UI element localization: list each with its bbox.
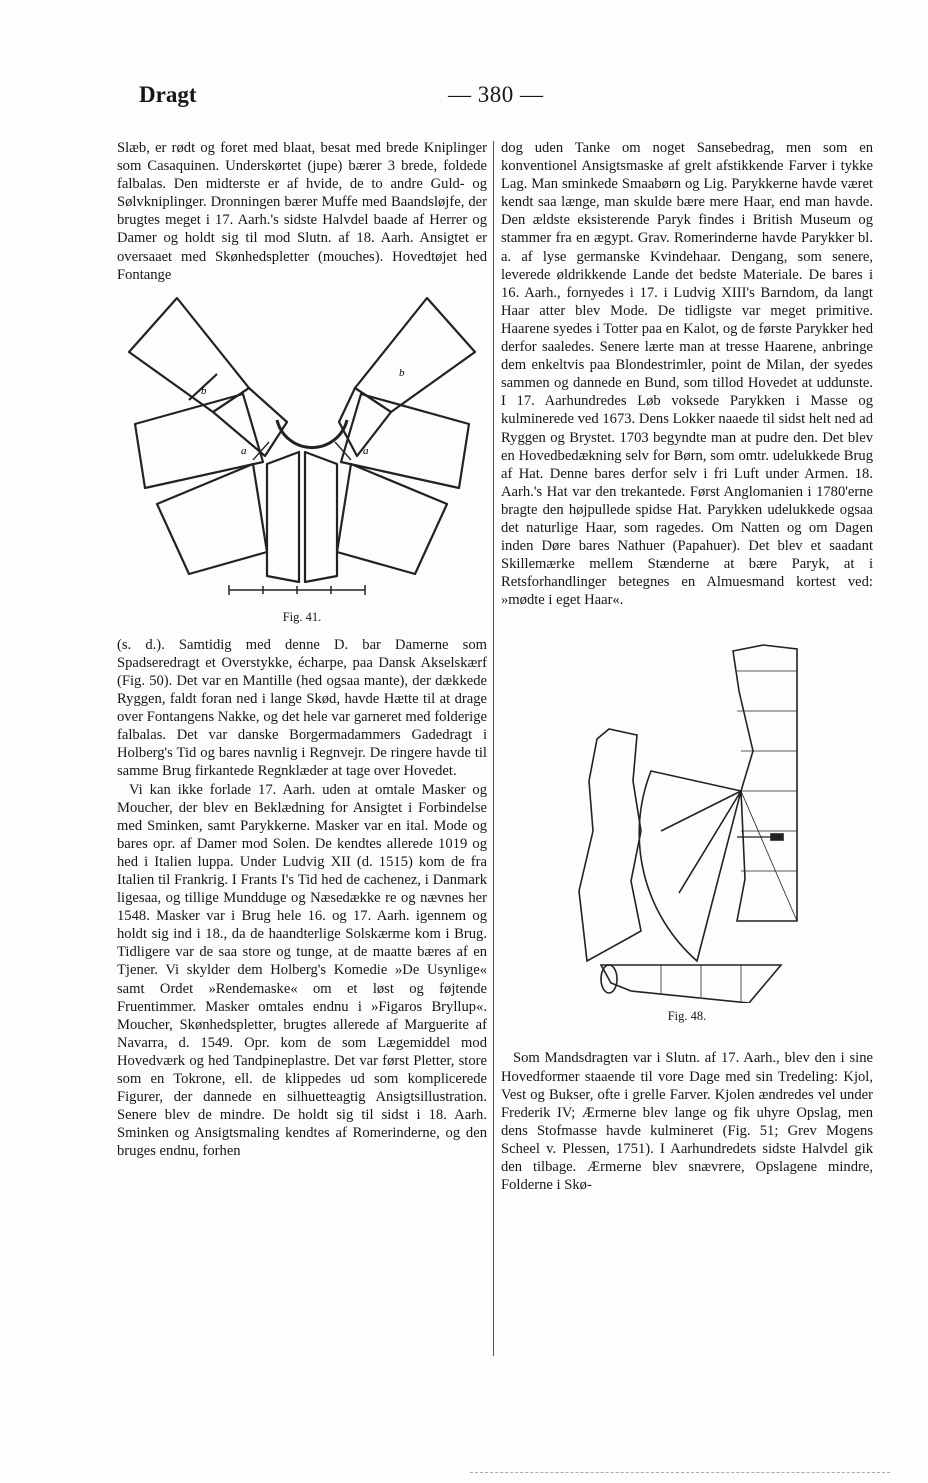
paragraph-2: (s. d.). Samtidig med denne D. bar Damerne som Spadseredragt et Overstykke, écharpe, paa Dansk Akselskærf (Fig. 50). Det var en Mantille (hed ogsaa mante), der dækkede Ryggen, faldt foran ned i lange Skød, havde Hætte til at drage over Fontangens Nakke, og det hele var garneret med folderige falbalas. Det var danske Borgermadammers Gadedragt i Holberg's Tid og bares navnlig i Regnvejr. De ringere havde til samme Brug firkantede Regnklæder at tage over Hovedet. xyxy=(117,636,487,780)
figure-48 xyxy=(501,631,873,1033)
pattern-drawing-fig41 xyxy=(117,292,487,604)
page-number: — 380 — xyxy=(448,82,544,107)
left-column xyxy=(117,139,487,1160)
scale-bar xyxy=(229,585,365,595)
figure-41 xyxy=(117,292,487,632)
paragraph-1: Slæb, er rødt og foret med blaat, besat med brede Kniplinger som Casaquinen. Underskørtet (jupe) bærer 3 brede, foldede falbalas. Den midterste er af hvide, de to andre Guld- og Sølvkniplinger. Dronningen bærer Muffe med Baandsløjfe, der brugtes meget i 17. Aarh.'s sidste Halvdel baade af Herrer og Damer og holdt sig til mod Slutn. af 18. Aarh. Ansigtet er oversaaet med Skønhedspletter (mouches). Hovedtøjet hed Fontange xyxy=(117,140,487,283)
paragraph-3: Vi kan ikke forlade 17. Aarh. uden at omtale Masker og Moucher, der blev en Beklædning for Ansigtet i Forbindelse med Sminken, samt Parykkerne. Masker var en ital. Mode og bares opr. af Damer mod Solen. De kendtes allerede 1019 og hed i Italien luppa. Under Ludvig XII (d. 1515) kom de fra Italien til Frankrig. I Frants I's Tid hed de cachenez, i Danmark ligesaa, og tillige Mundduge og Næsedække re og nævnes her 1548. Masker var i Brug hele 16. og 17. Aarh. igennem og holdt sig ind i 18., da de haandterlige Solskærme kom i Brug. Tidligere var de saa store og tunge, at de maatte bæres af en Tjener. Vi skylder dem Holberg's Komedie »De Usynlige« samt Ordet »Rendemaske« om et løst og føjtende Fruentimmer. Masker omtales endnu i »Figaros Bryllup«. Moucher, Skønhedspletter, brugtes allerede af Marguerite af Navarra, d. 1549. Opr. kom de som Lægemiddel mod Hovedværk og hed Tandpineplastre. Det var først Pletter, store som en Tokrone, ell. de klippedes ud som komplicerede Figurer, der dannede en silhuetteagtig Ansigtsillustration. Senere blev de mindre. De holdt sig til sidst i 18. Aarh. Sminken og Ansigtsmaling kendtes af Romerinderne, og den bruges endnu, forhen xyxy=(117,781,487,1160)
label-b-right: b xyxy=(399,366,405,379)
paragraph-4: dog uden Tanke om noget Sansebedrag, men som en konventionel Ansigtsmaske af grelt afstikkende Farver i tykke Lag. Man sminkede Smaabørn og Lig. Parykkerne havde været kendt saa længe, man skulde bære mere Haar, end man havde. Den ældste eksisterende Paryk findes i British Museum og stammer fra en ægypt. Grav. Romerinderne havde Parykker bl. a. af lyse germanske Kvindehaar. Dengang, som senere, leverede øldrikkende Lande det bedste Materiale. De bares i 16. Aarh., fornyedes i 17. i Ludvig XIII's Barndom, da langt Haar atter blev Mode. De tidligste var meget primitive. Haarene syedes i Totter paa en Kalot, og de første Parykker hed derfor saaledes. Senere lærte man at tresse Haarene, anbringe dem enkeltvis paa Blondestrimler, point de Milan, der syedes sammen og dannede en Bund, som tillod Hovedet at uddunste. I 17. Aarhundredes Løb voksede Parykken i Masse og kulminerede ved 1673. Dens Lokker naaede til sidst helt ned ad Ryggen og Brystet. 1703 begyndte man at pudre den. Det blev en Hovedbedækning selv for Børn, som omtr. udelukkede Brug af Hat. Denne bares derfor selv i fri Luft under Armen. 18. Aarh.'s Hat var den trekantede. Først Anglomanien i 1780'erne bragte den højpullede spidse Hat. Parykken udelukkede ogsaa det naturlige Haar, som ragedes. Om Natten og om Dagen inden Døre bares Nathuer (Papahuer). Det blev et saadant Skillemærke mellem Stænderne at bære Paryk, at i Retsforhandlinger betegnes en Almuesmand kortest ved: »mødte i eget Haar«. xyxy=(501,140,873,609)
bottom-rule xyxy=(470,1472,890,1473)
right-column xyxy=(501,139,873,1194)
paragraph-5: Som Mandsdragten var i Slutn. af 17. Aarh., blev den i sine Hovedformer staaende til vore Dage med sin Tredeling: Kjol, Vest og Bukser, ofte i grelle Farver. Kjolen ændredes vel under Frederik IV; Ærmerne blev lange og fik uhyre Opslag, men dens Stofmasse havde kulmineret (Fig. 51; Grev Mogens Scheel v. Plessen, 1751). I Aarhundredets sidste Halvdel gik den tilbage. Ærmerne blev snævrere, Opslagene mindre, Folderne i Skø- xyxy=(501,1050,873,1194)
figure-41-caption: Fig. 41. xyxy=(282,609,322,624)
page-header xyxy=(115,78,895,118)
column-divider xyxy=(493,141,494,1356)
label-a-right: a xyxy=(363,444,369,457)
pattern-drawing-fig48 xyxy=(501,631,873,1003)
running-title: Dragt xyxy=(139,82,197,107)
label-a-left: a xyxy=(241,444,247,457)
figure-48-caption: Fig. 48. xyxy=(667,1009,707,1024)
label-b-left: b xyxy=(201,384,207,397)
